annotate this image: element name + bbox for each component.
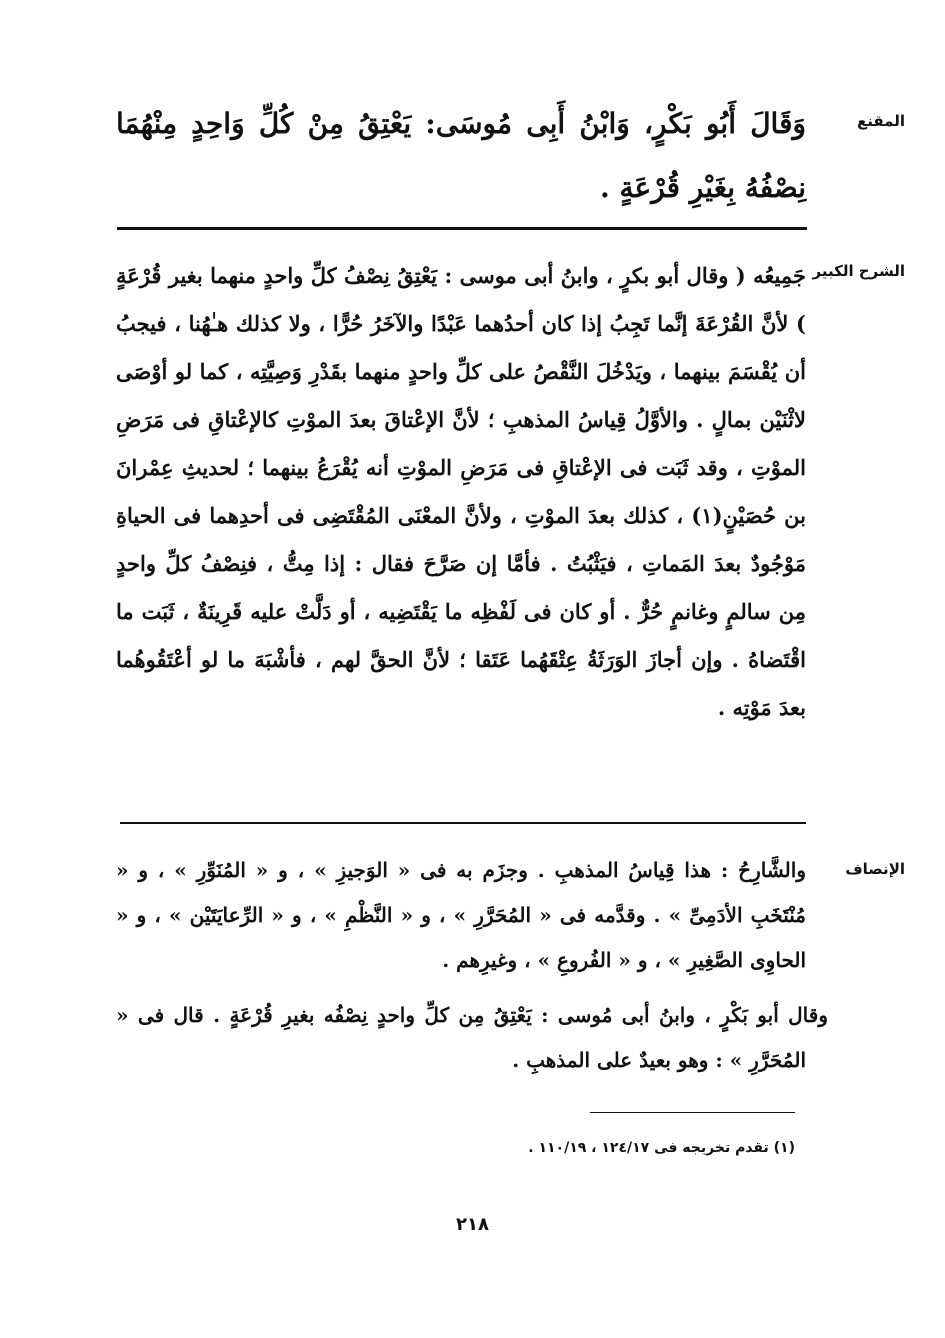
insaf-text-block — [116, 848, 828, 1083]
sharh-text: جَمِيعُه ( وقال أبو بكرٍ ، وابنُ أبى موسى : يَعْتِقُ نِصْفُ كلِّ واحدٍ منهما بغير قُرْعَةٍ ) لأنَّ القُرْعَةَ إنَّما تَجِبُ إذا كان أحدُهما عَبْدًا والآخَرُ حُرًّا ، ولا كذلك هـٰهُنا ، فيجبُ أن يُقْسَمَ بينهما ، ويَدْخُلَ النَّقْصُ على كلِّ واحدٍ منهما بقَدْرِ وَصِيَّتِه ، كما لو أوْصَى لاثْنَيْن بمالٍ . والأوَّلُ قِياسُ المذهبِ ؛ لأنَّ الإعْتاقَ بعدَ الموْتِ كالإعْتاقِ فى مَرَضِ الموْتِ ، وقد ثَبَت فى الإعْتاقِ فى مَرَضِ الموْتِ أنه يُقْرَعُ بينهما ؛ لحديثِ عِمْرانَ بن حُصَيْنٍ(١) ، كذلك بعدَ الموْتِ ، ولأنَّ المعْنَى المُقْتَضِى فى أحدِهما فى الحياةِ مَوْجُودٌ بعدَ المَماتِ ، فيَثْبُتُ . فأمَّا إن صَرَّحَ فقال : إذا مِتُّ ، فنِصْفُ كلِّ واحدٍ مِن سالمٍ وغانمٍ حُرٌّ . أو كان فى لَفْظِه ما يَقْتَضِيه ، أو دَلَّتْ عليه قَرِينَةٌ ، ثَبَت ما اقْتَضاهُ . وإن أجازَ الوَرَثَةُ عِتْقَهُما عَتَقا ؛ لأنَّ الحقَّ لهم ، فأشْبَهَ ما لو أعْتَقُوهُما بعدَ مَوْتِه . — [116, 263, 807, 720]
section-divider-thick — [117, 227, 807, 230]
footnote: (١) تقدم تخريجه فى ١٢٤/١٧ ، ١١٠/١٩ . — [528, 1140, 795, 1156]
sharh-label: الشرح الكبير — [812, 262, 905, 280]
section-divider — [120, 822, 806, 824]
insaf-label: الإنصاف — [845, 860, 905, 878]
muqni-text: وَقَالَ أَبُو بَكْرٍ، وَابْنُ أَبِى مُوسَى: يَعْتِقُ مِنْ كُلِّ وَاحِدٍ مِنْهُمَا نِصْفُهُ بِغَيْرِ قُرْعَةٍ . — [116, 107, 806, 204]
page-number: ٢١٨ — [456, 1214, 489, 1235]
insaf-paragraph-2: وقال أبو بَكْرٍ ، وابنُ أبى مُوسى : يَعْتِقُ مِن كلِّ واحدٍ نِصْفُه بغيرِ قُرْعَةٍ . قال فى « المُحَرَّرِ » : وهو بعيدٌ على المذهبِ . — [116, 1003, 828, 1072]
muqni-label: المقنع — [857, 112, 905, 130]
insaf-paragraph-1: والشَّارِحُ : هذا قِياسُ المذهبِ . وجزَم به فى « الوَجيزِ » ، و « المُنَوِّرِ » ، و « مُنْتَخَبِ الأدَمِىِّ » . وقدَّمه فى « المُحَرَّرِ » ، و « النَّظْمِ » ، و « الرِّعايَتَيْن » ، و « الحاوِى الصَّغِيرِ » ، و « الفُروعِ » ، وغيرِهم . — [116, 858, 806, 972]
footnote-divider — [590, 1112, 795, 1113]
